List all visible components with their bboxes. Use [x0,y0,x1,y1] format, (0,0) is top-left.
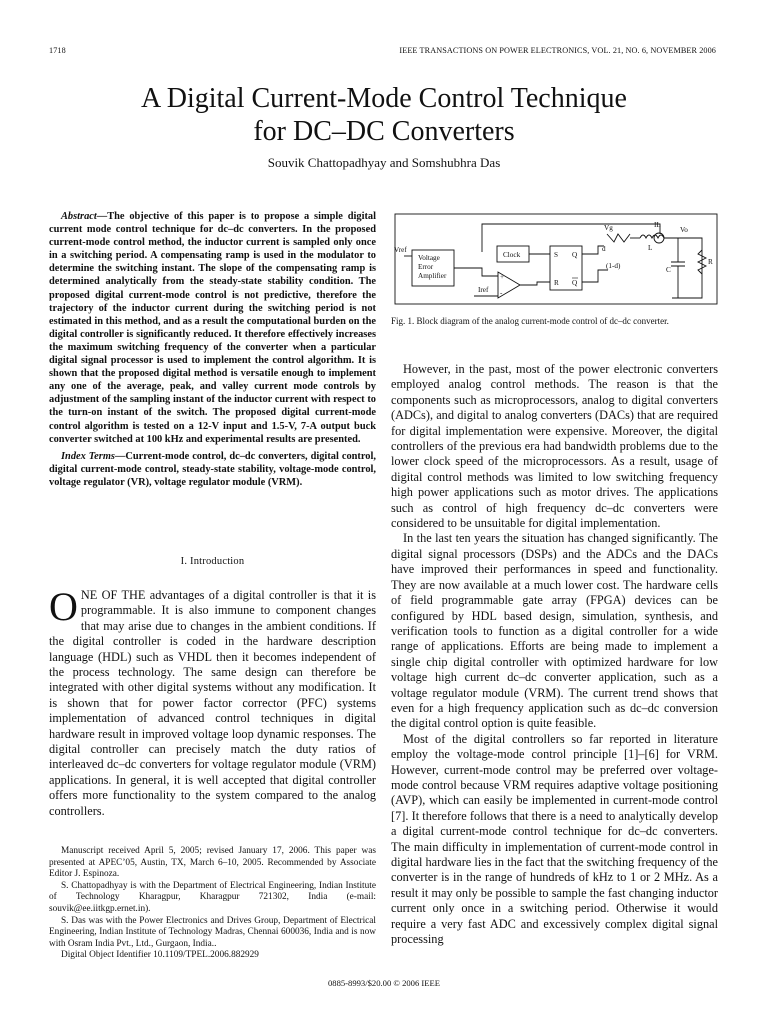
footnote-doi: Digital Object Identifier 10.1109/TPEL.2006.882929 [61,950,259,961]
comparator-to-reset-wire [520,282,550,285]
current-sensor [654,233,664,243]
switch-node [607,234,630,242]
qbar-to-switch-wire [582,270,608,282]
label-d: d [602,245,606,253]
right-column-text [391,362,718,947]
paragraph-recent: In the last ten years the situation has changed significantly. The digital signal processors (DSPs) and the ADCs and the DACs have improved their performances in speed and functionality. They are now available at a much lower cost. The hardware cells of field programmable gate array (FPGA) devices can be configured by HDL based design, simulation, synthesis, and verification tools to function as a digital controller for a wide range of applications. Efforts are being made to implement a single chip digital controller with optimized hardware for low voltage high current dc–dc converter application, such as a voltage regulator module (VRM). The current trend shows that even for a high frequency application such as dc–dc conversion the digital control option is quite feasible. [391,531,718,731]
label-plus: + [500,273,505,281]
abstract [49,210,376,446]
intro-body: advantages of a digital controller is that it is programmable. It is also immune to component changes that may arise due to changes in the ambient conditions. If the digital controller is coded in the hardware description language (HDL) such as VHDL then it becomes independent of the process technology. The same design can therefore be integrated with other digital systems without any modification. It is shown that for power factor corrector (PFC) systems implementation of advanced control techniques in digital hardware result in improved voltage loop dynamic responses. The digital controller can precisely match the duty ratios of interleaved dc–dc converters for voltage regulator module (VRM) applications. In general, it is well accepted that digital controller offers more functionality to the system compared to the analog controllers. [49,588,376,818]
figure-caption: Fig. 1. Block diagram of the analog current-mode control of dc–dc converter. [391,316,669,326]
title-line-2: for DC–DC Converters [253,116,515,147]
footnote-author-2: S. Das was with the Power Electronics and Drives Group, Department of Electrical Engineering, Indian Institute of Technology Madras, Chennai 600036, India and is now with Osram India Pvt., Ltd., Gurgaon, India.. [49,915,376,949]
label-l: L [648,244,653,252]
footnote-received: Manuscript received April 5, 2005; revised January 17, 2006. This paper was presented at APEC’05, Austin, TX, March 6–10, 2005. Recommended by Associate Editor J. Espinoza. [49,846,376,880]
label-r-load: R [708,258,713,266]
q-to-switch-wire [582,246,604,254]
label-error-amp-1: Voltage [418,254,440,262]
paragraph-current-mode: Most of the digital controllers so far reported in literature employ the voltage-mode control principle [1]–[6] for VRM. However, current-mode control may be preferred over voltage-mode control because VRM requires adaptive voltage positioning (AVP), which can easily be implemented in current-mode control [7]. It therefore follows that there is a need to analytically develop a digital current-mode control technique for dc–dc converters. The main difficulty in implementation of current-mode control in digital hardware lies in the fact that the switching frequency of the converter is in the range of hundreds of kHz to 1 or 2 MHz. As a result it may only be possible to sample the fast changing inductor current only once in a switching period. Otherwise it would require a very fast ADC and excessively complex digital signal processing [391,731,718,947]
footnote-author-1: S. Chattopadhyay is with the Department of Electrical Engineering, Indian Institute of Technology Kharagpur, Kharagpur 721302, India (e-mail: souvik@ee.iitkgp.ernet.in). [49,880,376,914]
inductor-symbol [640,235,664,238]
label-error-amp-2: Error [418,263,434,271]
abstract-text: —The objective of this paper is to propose a simple digital current mode control technique for dc–dc converters. In the proposed current-mode control method, the inductor current is sampled only once in a switching period. A compensating ramp is used in the modulator to determine the switching instant. The slope of the compensating ramp is determined analytically from the steady-state stability condition. The proposed digital current-mode control is not predictive, therefore the trajectory of the inductor current during the switching period is not estimated in this method, and as a result the computational burden on the digital controller is significantly reduced. It therefore effectively increases the maximum switching frequency of the converter when a particular digital signal processor is used to implement the control algorithm. It is shown that the proposed digital method is versatile enough to implement any one of the average, peak, and valley current mode controls by adjustment of the sampling instant of the inductor current with respect to the turn-on instant of the switch. The proposed digital current-mode control algorithm is tested on a 12-V input and 1.5-V, 7-A output buck converter switched at 100 kHz and experimental results are presented. [49,211,376,445]
footnotes [49,846,376,962]
label-vref: Vref [394,246,407,254]
index-terms-lead: Index Terms [61,450,115,462]
index-terms-text: —Current-mode control, dc–dc converters, digital control, digital current-mode control, steady-state stability, voltage-mode control, voltage regulator (VR), voltage regulator module (VRM). [49,450,376,488]
label-minus: - [500,289,503,297]
introduction-text [49,584,376,819]
intro-paragraph [49,584,376,819]
label-qbar: Q [572,279,578,287]
label-vo: Vo [680,226,688,234]
block-diagram-figure [392,212,718,307]
index-terms [49,450,376,489]
page-number: 1718 [49,46,66,55]
drop-cap: O [49,584,78,629]
label-iref: Iref [478,286,489,294]
authors: Souvik Chattopadhyay and Somshubhra Das [267,155,501,170]
figure-frame [395,214,717,304]
abstract-block [49,210,376,489]
copyright-footer: 0885-8993/$20.00 © 2006 IEEE [327,978,441,988]
label-c: C [666,266,671,274]
label-clock: Clock [503,251,521,259]
label-one-minus-d: (1-d) [606,262,621,270]
label-il: IL [654,221,661,229]
intro-first-words: NE OF THE [80,588,146,602]
label-r: R [554,279,559,287]
journal-header: IEEE TRANSACTIONS ON POWER ELECTRONICS, VOL. 21, NO. 6, NOVEMBER 2006 [399,46,716,55]
section-heading: I. Introduction [180,556,245,567]
paper-title [0,82,768,148]
abstract-lead: Abstract [61,211,97,222]
title-line-1: A Digital Current-Mode Control Technique [141,83,627,114]
label-q: Q [572,251,578,259]
label-vg: Vg [604,224,613,232]
paragraph-history: However, in the past, most of the power electronic converters employed analog control methods. The reason is that the components such as microprocessors, analog to digital converters (ADCs), and digital to analog converters (DACs) that are required for digital implementation were expensive. Moreover, the digital controllers of the previous era had bandwidth problems due to the lower clock speed of the microprocessors. As a result, usage of digital control methods was limited to low switching frequency high power applications such as motor drives. The applications such as control of high frequency dc–dc converters were considered to be unsuitable for digital implementation. [391,362,718,531]
capacitor-symbol [671,262,685,266]
label-error-amp-3: Amplifier [418,272,447,280]
label-s: S [554,251,558,259]
error-to-comparator-wire [454,268,498,276]
